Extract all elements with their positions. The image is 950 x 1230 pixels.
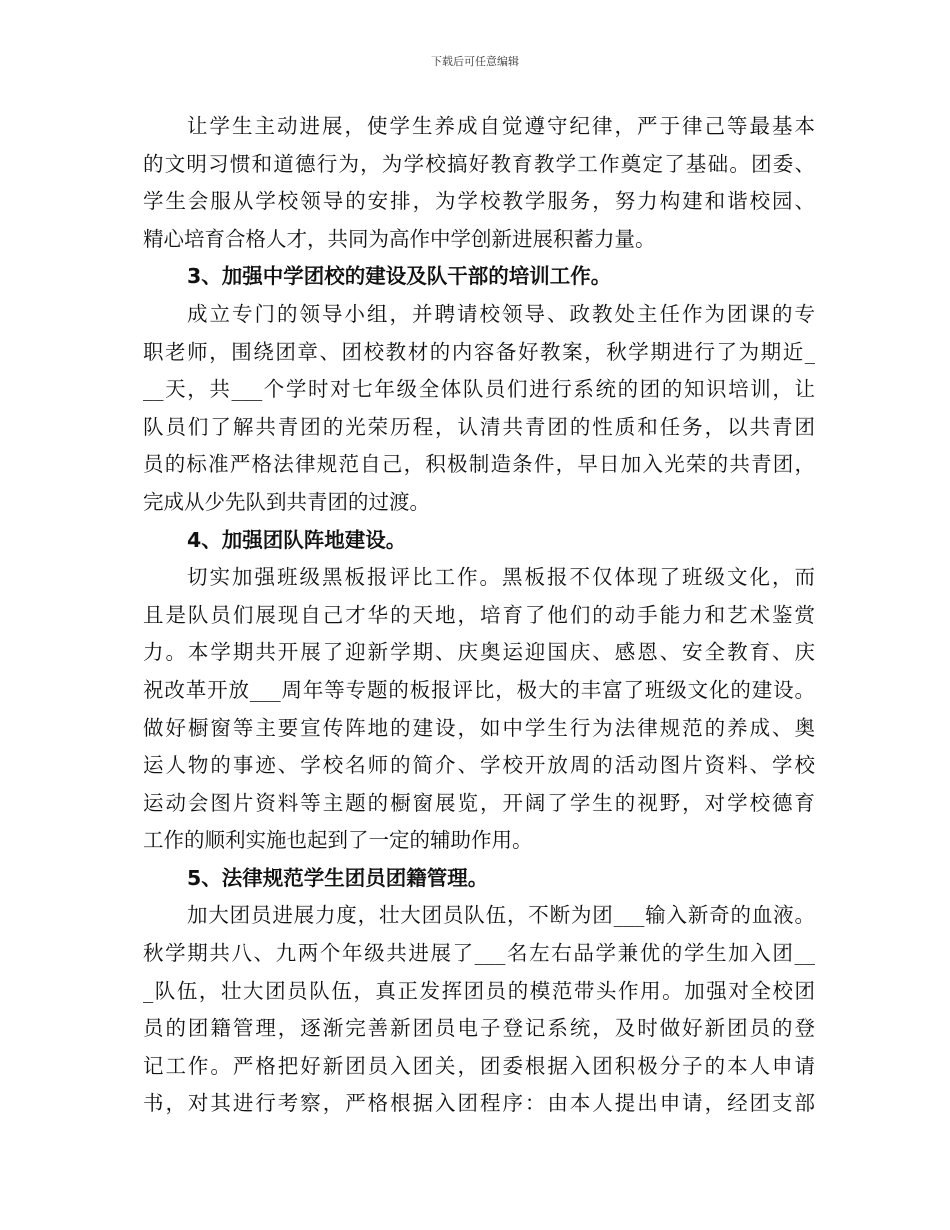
paragraph-line: _队伍，壮大团员队伍，真正发挥团员的模范带头作用。加强对全校团	[143, 978, 815, 1003]
paragraph-line: 切实加强班级黑板报评比工作。黑板报不仅体现了班级文化，而	[187, 565, 815, 590]
paragraph-line: 运人物的事迹、学校名师的简介、学校开放周的活动图片资料、学校	[143, 753, 815, 778]
paragraph-line: 祝改革开放___周年等专题的板报评比，极大的丰富了班级文化的建设。	[143, 677, 815, 702]
paragraph-line: 力。本学期共开展了迎新学期、庆奥运迎国庆、感恩、安全教育、庆	[143, 640, 815, 665]
paragraph-line: 书，对其进行考察，严格根据入团程序：由本人提出申请，经团支部	[143, 1091, 815, 1116]
section-heading: 5、法律规范学生团员团籍管理。	[187, 865, 489, 890]
section-heading: 4、加强团队阵地建设。	[187, 527, 407, 552]
paragraph-line: 精心培育合格人才，共同为高作中学创新进展积蓄力量。	[143, 226, 656, 251]
document-body	[143, 108, 815, 1123]
paragraph-line: 运动会图片资料等主题的橱窗展览，开阔了学生的视野，对学校德育	[143, 790, 815, 815]
paragraph-line: __天，共___个学时对七年级全体队员们进行系统的团的知识培训，让	[143, 377, 815, 402]
section-heading: 3、加强中学团校的建设及队干部的培训工作。	[187, 264, 612, 289]
paragraph-line: 完成从少先队到共青团的过渡。	[143, 489, 430, 514]
paragraph-line: 的文明习惯和道德行为，为学校搞好教育教学工作奠定了基础。团委、	[143, 151, 815, 176]
paragraph-line: 成立专门的领导小组，并聘请校领导、政教处主任作为团课的专	[187, 301, 815, 326]
paragraph-line: 且是队员们展现自己才华的天地，培育了他们的动手能力和艺术鉴赏	[143, 602, 815, 627]
paragraph-line: 职老师，围绕团章、团校教材的内容备好教案，秋学期进行了为期近_	[143, 339, 815, 364]
paragraph-line: 加大团员进展力度，壮大团员队伍，不断为团___输入新奇的血液。	[187, 903, 815, 928]
paragraph-line: 秋学期共八、九两个年级共进展了___名左右品学兼优的学生加入团__	[143, 941, 815, 966]
paragraph-line: 记工作。严格把好新团员入团关，团委根据入团积极分子的本人申请	[143, 1053, 815, 1078]
paragraph-line: 学生会服从学校领导的安排，为学校教学服务，努力构建和谐校园、	[143, 189, 815, 214]
paragraph-line: 员的团籍管理，逐渐完善新团员电子登记系统，及时做好新团员的登	[143, 1016, 815, 1041]
paragraph-line: 工作的顺利实施也起到了一定的辅助作用。	[143, 828, 533, 853]
paragraph-line: 队员们了解共青团的光荣历程，认清共青团的性质和任务，以共青团	[143, 414, 815, 439]
page-header: 下载后可任意编辑	[431, 55, 519, 68]
paragraph-line: 员的标准严格法律规范自己，积极制造条件，早日加入光荣的共青团，	[143, 452, 815, 477]
paragraph-line: 做好橱窗等主要宣传阵地的建设，如中学生行为法律规范的养成、奥	[143, 715, 815, 740]
paragraph-line: 让学生主动进展，使学生养成自觉遵守纪律，严于律己等最基本	[187, 114, 815, 138]
